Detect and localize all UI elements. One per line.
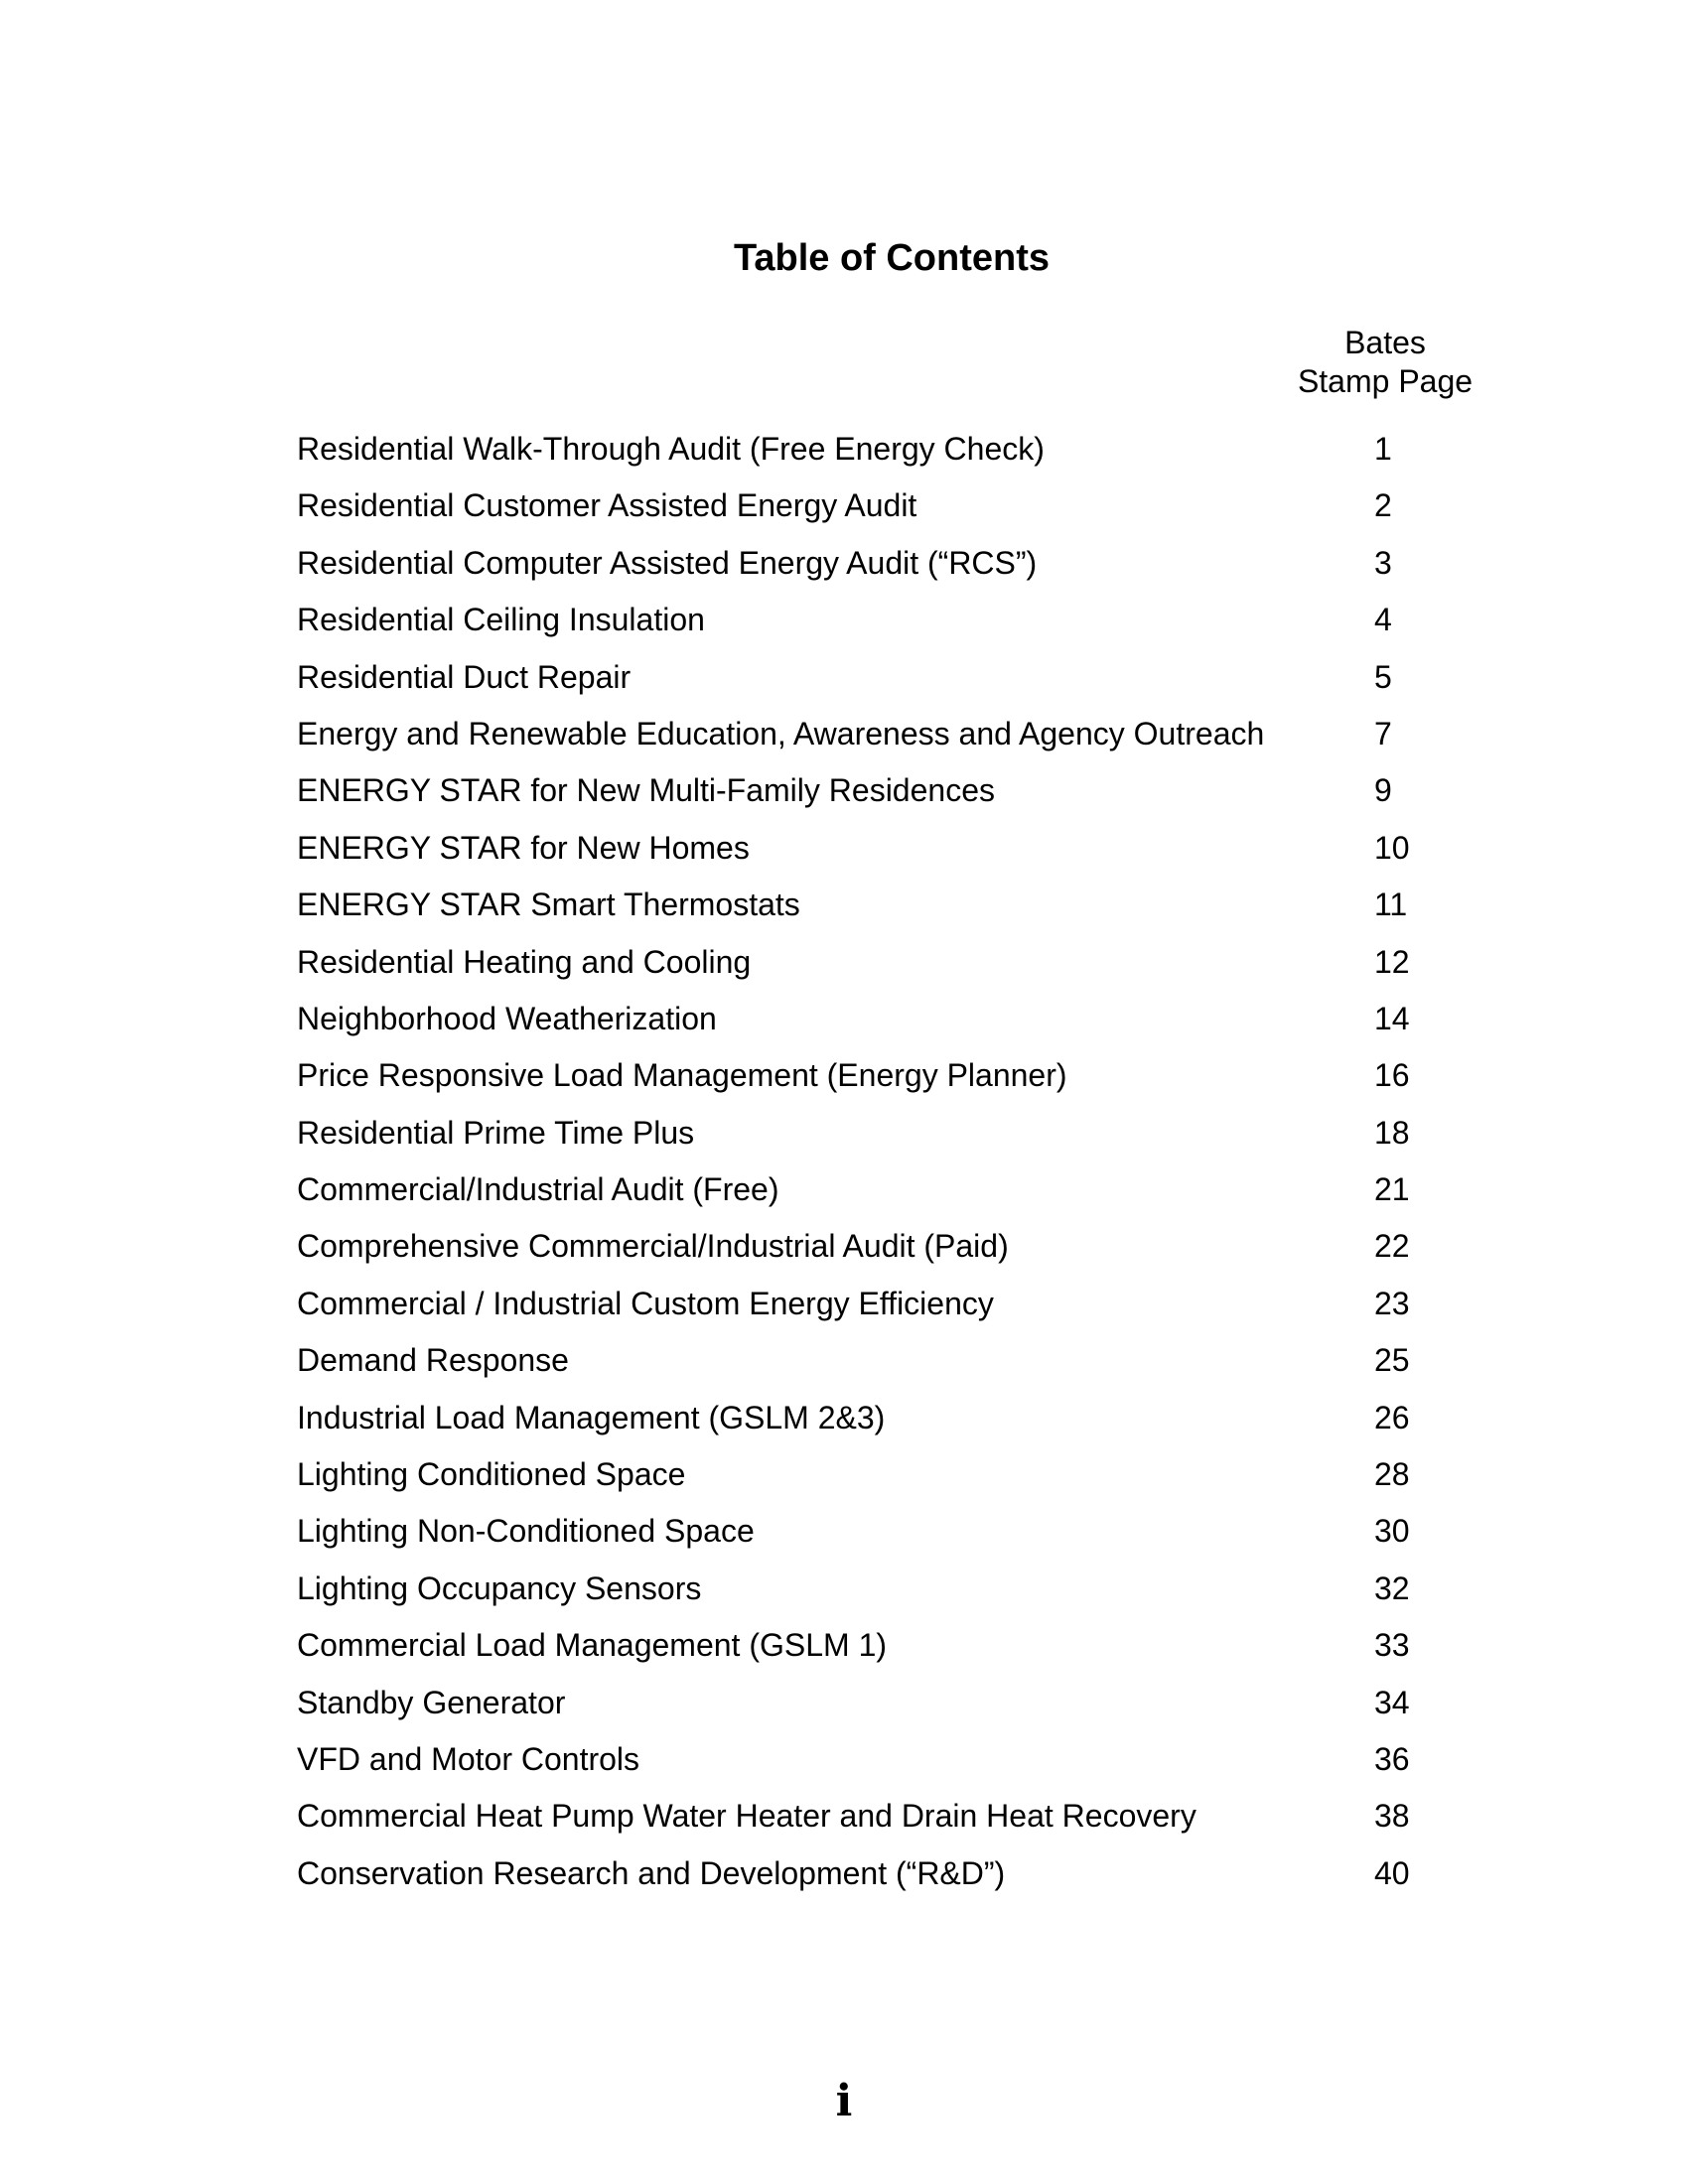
- toc-entry-page: 1: [1374, 431, 1392, 467]
- toc-entry-title: Residential Computer Assisted Energy Audit (“RCS”): [297, 544, 1038, 581]
- footer-page-number: i: [835, 2076, 853, 2126]
- toc-entry-title: Demand Response: [297, 1342, 569, 1379]
- toc-entry-page: 9: [1374, 772, 1392, 809]
- toc-entry-title: Lighting Conditioned Space: [297, 1456, 686, 1493]
- toc-entry: [297, 762, 1469, 819]
- toc-entry-title: Lighting Non-Conditioned Space: [297, 1513, 755, 1550]
- toc-entry: [297, 1047, 1469, 1104]
- toc-entry-title: ENERGY STAR Smart Thermostats: [297, 887, 800, 923]
- toc-entry-title: Comprehensive Commercial/Industrial Audit (Paid): [297, 1228, 1009, 1265]
- toc-entry-title: Residential Duct Repair: [297, 658, 632, 695]
- toc-entry-page: 12: [1374, 943, 1410, 980]
- toc-entry-page: 11: [1374, 887, 1408, 923]
- column-header-bates-stamp-page: [1281, 324, 1489, 401]
- toc-entry-title: Residential Walk-Through Audit (Free Energy Check): [297, 431, 1045, 467]
- toc-entry: [297, 706, 1469, 762]
- toc-entry: [297, 1561, 1469, 1617]
- toc-entry-title: VFD and Motor Controls: [297, 1740, 640, 1777]
- column-header-line-1: Bates: [1344, 325, 1426, 360]
- toc-entry: [297, 421, 1469, 478]
- toc-entry-page: 34: [1374, 1684, 1410, 1720]
- toc-entry-page: 7: [1374, 715, 1392, 751]
- toc-entry-title: Conservation Research and Development (“R&D”): [297, 1854, 1006, 1891]
- toc-entry: [297, 1218, 1469, 1275]
- toc-entry-page: 18: [1374, 1114, 1410, 1151]
- page-title: Table of Contents: [733, 237, 1051, 279]
- toc-entry-page: 33: [1374, 1627, 1410, 1664]
- toc-entry: [297, 1105, 1469, 1161]
- toc-entry: [297, 1731, 1469, 1788]
- toc-entry-page: 3: [1374, 544, 1392, 581]
- toc-entry-title: Commercial Load Management (GSLM 1): [297, 1627, 888, 1664]
- toc-entry-title: Lighting Occupancy Sensors: [297, 1570, 702, 1606]
- toc-entry-page: 16: [1374, 1057, 1410, 1094]
- toc-entry-title: Energy and Renewable Education, Awareness and Agency Outreach: [297, 715, 1265, 751]
- toc-entry-title: ENERGY STAR for New Homes: [297, 829, 750, 866]
- toc-entry: [297, 1276, 1469, 1332]
- toc-entry: [297, 1161, 1469, 1218]
- toc-entry: [297, 991, 1469, 1047]
- toc-entry: [297, 1617, 1469, 1674]
- toc-entry-title: Residential Customer Assisted Energy Audit: [297, 487, 917, 524]
- toc-entry-title: Standby Generator: [297, 1684, 566, 1720]
- toc-entry: [297, 478, 1469, 534]
- toc-entry-page: 5: [1374, 658, 1392, 695]
- toc-entry-page: 23: [1374, 1285, 1410, 1321]
- toc-entry: [297, 934, 1469, 991]
- toc-entry-page: 21: [1374, 1171, 1410, 1208]
- toc-entry-page: 30: [1374, 1513, 1410, 1550]
- toc-entry-title: Commercial / Industrial Custom Energy Efficiency: [297, 1285, 994, 1321]
- toc-entry: [297, 1503, 1469, 1560]
- toc-entry-title: Residential Prime Time Plus: [297, 1114, 695, 1151]
- toc-entry-page: 38: [1374, 1798, 1410, 1835]
- toc-entry-page: 14: [1374, 1000, 1410, 1036]
- toc-entry: [297, 1446, 1469, 1503]
- toc-entry-page: 10: [1374, 829, 1410, 866]
- toc-entry-title: Neighborhood Weatherization: [297, 1000, 717, 1036]
- toc-entry-page: 25: [1374, 1342, 1410, 1379]
- toc-entry: [297, 535, 1469, 592]
- toc-entry: [297, 1390, 1469, 1446]
- toc-entry-page: 26: [1374, 1399, 1410, 1435]
- toc-entry-page: 22: [1374, 1228, 1410, 1265]
- toc-entry: [297, 1845, 1469, 1902]
- toc-entry-title: Industrial Load Management (GSLM 2&3): [297, 1399, 886, 1435]
- toc-entry-page: 4: [1374, 602, 1392, 638]
- column-header-line-2: Stamp Page: [1297, 363, 1474, 399]
- toc-entry: [297, 877, 1469, 933]
- toc-entry-page: 36: [1374, 1740, 1410, 1777]
- toc-entry-title: Residential Ceiling Insulation: [297, 602, 705, 638]
- toc-entry: [297, 1332, 1469, 1389]
- toc-entry-title: Price Responsive Load Management (Energy Planner): [297, 1057, 1067, 1094]
- toc-entry-title: Commercial/Industrial Audit (Free): [297, 1171, 779, 1208]
- toc-entry: [297, 649, 1469, 706]
- toc-entry: [297, 1788, 1469, 1844]
- toc-entry-title: ENERGY STAR for New Multi-Family Residences: [297, 772, 995, 809]
- toc-entry-title: Residential Heating and Cooling: [297, 943, 752, 980]
- toc-entry-page: 2: [1374, 487, 1392, 524]
- toc-entry-page: 28: [1374, 1456, 1410, 1493]
- toc-entry-page: 32: [1374, 1570, 1410, 1606]
- toc-entry-title: Commercial Heat Pump Water Heater and Drain Heat Recovery: [297, 1798, 1196, 1835]
- toc-entry: [297, 820, 1469, 877]
- toc-entry: [297, 592, 1469, 648]
- toc-list: [297, 421, 1469, 1902]
- toc-entry-page: 40: [1374, 1854, 1410, 1891]
- toc-entry: [297, 1675, 1469, 1731]
